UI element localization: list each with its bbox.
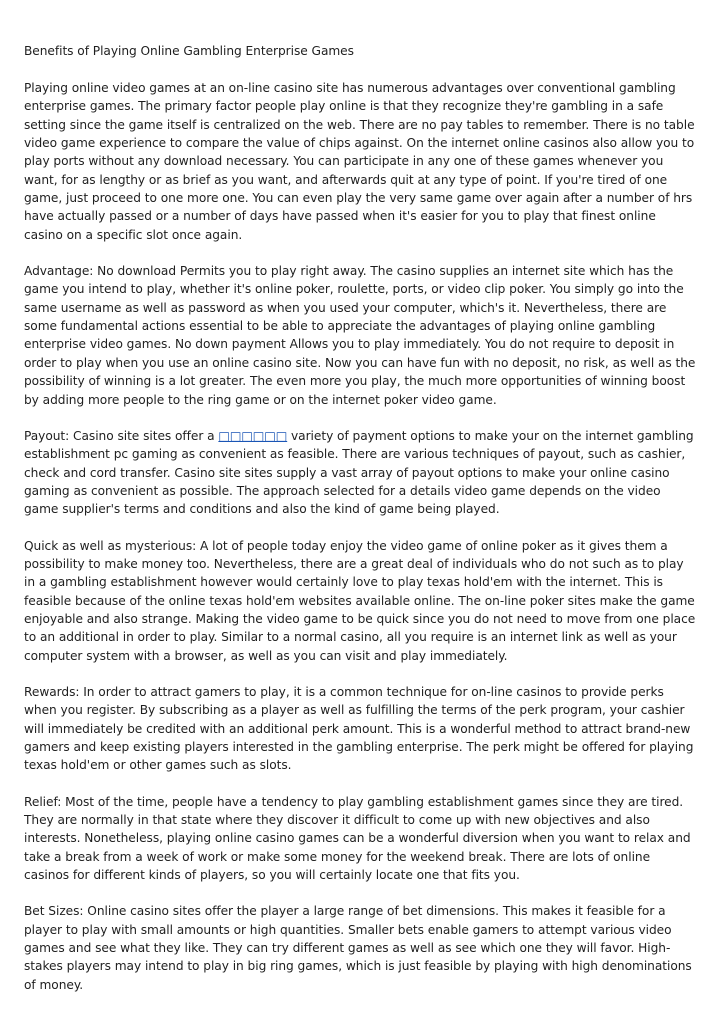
paragraph-payout [24, 427, 696, 519]
paragraph-quick: Quick as well as mysterious: A lot of people today enjoy the video game of online poker as it gives them a possibility to make money too. Nevertheless, there are a great deal of individuals who do not such as to play in a gambling establishment however would certainly love to play texas hold'em with the internet. This is feasible because of the online texas hold'em websites available online. The on-line poker sites make the game enjoyable and also strange. Making the video game to be quick since you do not need to move from one place to an additional in order to play. Similar to a normal casino, all you require is an internet link as well as your computer system with a browser, as well as you can visit and play immediately. [24, 538, 696, 663]
paragraph-bet-sizes: Bet Sizes: Online casino sites offer the player a large range of bet dimensions. This makes it feasible for a player to play with small amounts or high quantities. Smaller bets enable gamers to attempt various video games and see what they like. They can try different games as well as see which one they will favor. High-stakes players may intend to play in big ring games, which is just feasible by playing with high denominations of money. [24, 904, 692, 992]
payout-text-after: variety of payment options to make your on the internet gambling establishment pc gaming as convenient as feasible. There are various techniques of payout, such as cashier, check and cord transfer. Casino site sites supply a vast array of payout options to make your online casino gaming as convenient as possible. The approach selected for a details video game depends on the video game supplier's terms and conditions and also the kind of game being played. [24, 428, 694, 517]
payout-text-before: Payout: Casino site sites offer a [24, 428, 219, 443]
paragraph-advantage: Advantage: No download Permits you to play right away. The casino supplies an internet site which has the game you intend to play, whether it's online poker, roulette, ports, or video clip poker. You simply go into the same username as well as password as when you used your computer, which's it. Nevertheless, there are some fundamental actions essential to be able to appreciate the advantages of playing online gambling enterprise video games. No down payment Allows you to play immediately. You do not require to deposit in order to play when you use an online casino site. Now you can have fun with no deposit, no risk, as well as the possibility of winning is a lot greater. The even more you play, the much more opportunities of winning boost by adding more people to the ring game or on the internet poker video game. [24, 264, 696, 407]
paragraph-intro: Playing online video games at an on-line casino site has numerous advantages over conventional gambling enterprise games. The primary factor people play online is that they recognize they're gambling in a safe setting since the game itself is centralized on the web. There are no pay tables to remember. There is no table video game experience to compare the value of chips against. On the internet online casinos also allow you to play ports without any download necessary. You can participate in any one of these games whenever you want, for as lengthy or as brief as you want, and afterwards quit at any type of point. If you're tired of one game, just proceed to one more one. You can even play the very same game over again after a number of hrs have actually passed or a number of days have passed when it's easier for you to play that finest online casino on a specific slot once again. [24, 81, 695, 242]
document-title: Benefits of Playing Online Gambling Enterprise Games [24, 44, 354, 58]
inline-link[interactable]: □□□□□□ [218, 428, 288, 443]
paragraph-relief: Relief: Most of the time, people have a tendency to play gambling establishment games since they are tired. They are normally in that state where they discover it difficult to come up with new objectives and also interests. Nonetheless, playing online casino games can be a wonderful diversion when you want to relax and take a break from a week of work or make some money for the weekend break. There are lots of online casinos for different kinds of players, so you will certainly locate one that fits you. [24, 794, 691, 883]
paragraph-rewards: Rewards: In order to attract gamers to play, it is a common technique for on-line casinos to provide perks when you register. By subscribing as a player as well as fulfilling the terms of the perk program, your cashier will immediately be credited with an additional perk amount. This is a wonderful method to attract brand-new gamers and keep existing players interested in the gambling enterprise. The perk might be offered for playing texas hold'em or other games such as slots. [24, 684, 694, 773]
